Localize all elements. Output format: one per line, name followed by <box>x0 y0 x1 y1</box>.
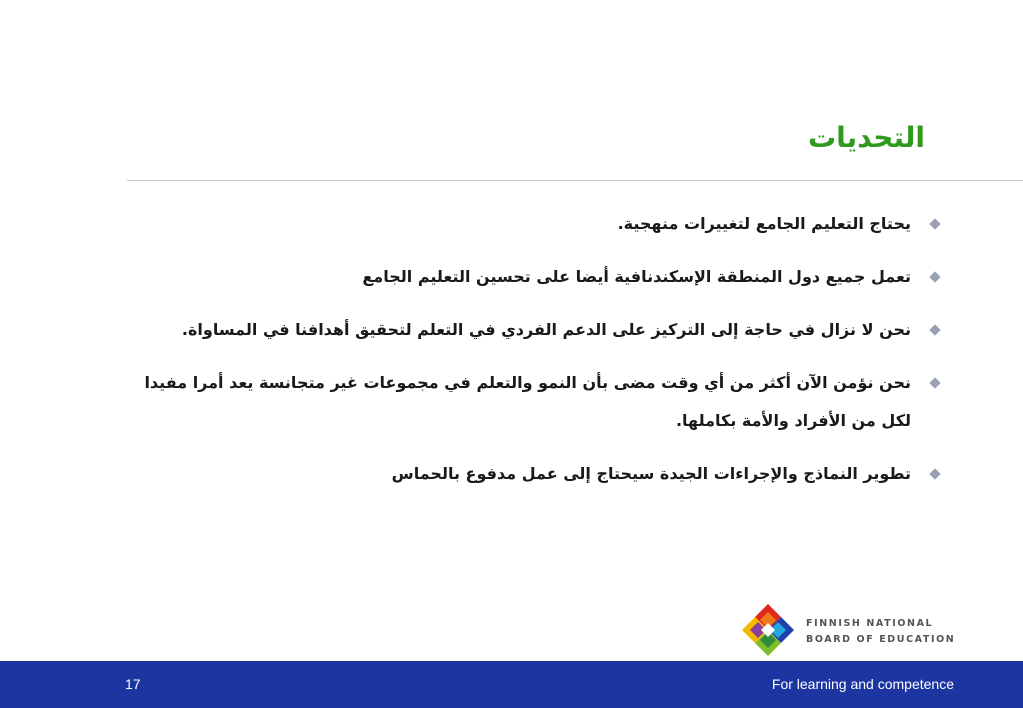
slide-title: التحديات <box>807 121 925 154</box>
bullet-item <box>141 455 941 493</box>
bullet-item <box>141 205 941 243</box>
logo-line-2: BOARD OF EDUCATION <box>806 634 956 645</box>
logo-line-1: FINNISH NATIONAL <box>806 618 934 629</box>
bullet-text: نحن نؤمن الآن أكثر من أي وقت مضى بأن النمو والتعلم في مجموعات غير متجانسة يعد أمرا مفيدا لكل من الأفراد والأمة بكاملها. <box>144 373 911 430</box>
bullet-text: تعمل جميع دول المنطقة الإسكندنافية أيضا على تحسين التعليم الجامع <box>362 267 911 286</box>
title-divider <box>127 180 1023 181</box>
logo-mark-icon <box>741 603 795 657</box>
diamond-bullet-icon <box>929 468 940 479</box>
footer-bar <box>0 661 1023 708</box>
bullet-item <box>141 258 941 296</box>
page-number: 17 <box>125 676 141 692</box>
footer-tagline: For learning and competence <box>771 676 954 692</box>
bullet-text: تطوير النماذج والإجراءات الجيدة سيحتاج إلى عمل مدفوع بالحماس <box>391 464 911 483</box>
bullet-text: يحتاج التعليم الجامع لتغييرات منهجية. <box>617 214 911 233</box>
diamond-bullet-icon <box>929 377 940 388</box>
bullet-item <box>141 311 941 349</box>
logo-wordmark <box>806 616 955 648</box>
finnish-national-board-logo <box>741 603 956 659</box>
bullet-item <box>141 364 941 440</box>
diamond-bullet-icon <box>929 218 940 229</box>
bullet-text: نحن لا نزال في حاجة إلى التركيز على الدعم الفردي في التعلم لتحقيق أهدافنا في المساواة. <box>181 320 911 339</box>
diamond-bullet-icon <box>929 271 940 282</box>
bullet-list <box>141 205 941 508</box>
diamond-bullet-icon <box>929 324 940 335</box>
